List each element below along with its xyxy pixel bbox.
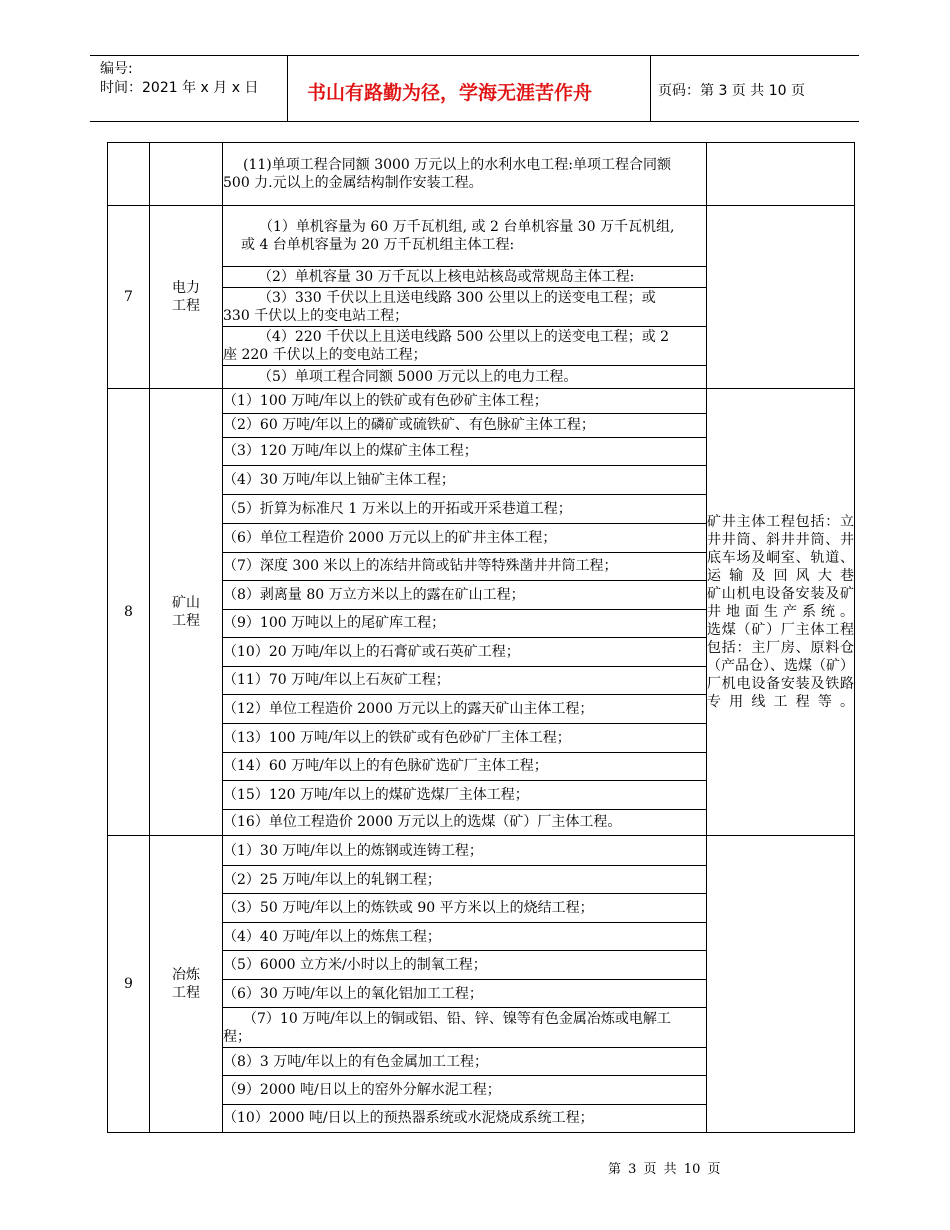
list-item: （5）6000 立方米/小时以上的制氧工程；: [223, 951, 706, 980]
list-item: （1）100 万吨/年以上的铁矿或有色砂矿主体工程；: [223, 389, 706, 413]
header-divider-left: [287, 56, 288, 121]
header-top-rule: [90, 55, 859, 56]
list-item: （7）深度 300 米以上的冻结井筒或钻井等特殊凿井井筒工程；: [223, 552, 706, 580]
row-category: [150, 206, 223, 389]
list-item: （9）2000 吨/日以上的窑外分解水泥工程；: [223, 1076, 706, 1105]
row-number: 7: [108, 206, 150, 389]
page-label: 页码：第 3 页 共 10 页: [658, 83, 805, 99]
mining-note: [707, 513, 854, 711]
list-item: （16）单位工程造价 2000 万元以上的选煤（矿）厂主体工程。: [223, 814, 622, 831]
list-item: （5）折算为标准尺 1 万米以上的开拓或开采巷道工程；: [223, 494, 706, 523]
table-row: [108, 143, 855, 206]
row-number: [108, 143, 150, 206]
list-item: （15）120 万吨/年以上的煤矿选煤厂主体工程；: [223, 780, 706, 809]
list-item: （2）单机容量 30 万千瓦以上核电站核岛或常规岛主体工程:: [223, 267, 706, 288]
row-note: [707, 389, 855, 836]
page-footer: 第 3 页 共 10 页: [608, 1162, 721, 1177]
table-row: [108, 206, 855, 389]
row-note: [707, 143, 855, 206]
list-item: （4）40 万吨/年以上的炼焦工程；: [223, 923, 706, 951]
note-paragraph: 矿山机电设备安装及矿井地面生产系统。: [707, 586, 854, 620]
category-label: 电力工程: [172, 280, 200, 314]
row-items: [223, 143, 707, 206]
row-items: [223, 389, 707, 836]
row-category: [150, 143, 223, 206]
category-label: 冶炼工程: [172, 967, 200, 1001]
row-items: [223, 836, 707, 1133]
list-item: （14）60 万吨/年以上的有色脉矿选矿厂主体工程；: [223, 752, 706, 780]
list-item: （8）3 万吨/年以上的有色金属加工工程；: [223, 1048, 706, 1076]
serial-label: 编号:: [100, 61, 133, 77]
note-paragraph: 矿井主体工程包括：立井井筒、斜井井筒、井底车场及峒室、轨道、运输及回风大巷: [707, 514, 854, 584]
table-row: [108, 836, 855, 1133]
motto: 书山有路勤为径，学海无涯苦作舟: [307, 82, 593, 104]
list-item: （3）50 万吨/年以上的炼铁或 90 平方米以上的烧结工程；: [223, 894, 706, 923]
row-category: [150, 836, 223, 1133]
list-item: （12）单位工程造价 2000 万元以上的露天矿山主体工程；: [223, 694, 706, 723]
row-note: [707, 836, 855, 1133]
list-item: （2）25 万吨/年以上的轧钢工程；: [223, 866, 706, 894]
table-row: [108, 389, 855, 836]
list-item: （2）60 万吨/年以上的磷矿或硫铁矿、有色脉矿主体工程；: [223, 413, 706, 437]
list-item: (11)单项工程合同额 3000 万元以上的水利水电工程:单项工程合同额 500 力.元以上的金属结构制作安装工程。: [223, 157, 671, 191]
list-item: （7）10 万吨/年以上的铜或铝、铅、锌、镍等有色金属冶炼或电解工程；: [223, 1008, 706, 1048]
list-item: （3）120 万吨/年以上的煤矿主体工程；: [223, 437, 706, 465]
row-note: [707, 206, 855, 389]
list-item: （1）单机容量为 60 万千瓦机组, 或 2 台单机容量 30 万千瓦机组, 或 4 台单机容量为 20 万千瓦机组主体工程:: [223, 207, 706, 267]
category-label: 矿山工程: [172, 595, 200, 629]
row-number: 9: [108, 836, 150, 1133]
row-items: [223, 206, 707, 389]
list-item: （13）100 万吨/年以上的铁矿或有色砂矿厂主体工程；: [223, 723, 706, 752]
list-item: （1）30 万吨/年以上的炼钢或连铸工程；: [223, 837, 706, 866]
list-item: （4）30 万吨/年以上铀矿主体工程；: [223, 465, 706, 494]
date-label: 时间：2021 年 x 月 x 日: [100, 80, 259, 96]
list-item: （10）20 万吨/年以上的石膏矿或石英矿工程；: [223, 637, 706, 666]
list-item: （8）剥离量 80 万立方米以上的露在矿山工程；: [223, 580, 706, 609]
list-item: （4）220 千伏以上且送电线路 500 公里以上的送变电工程；或 2 座 220 千伏以上的变电站工程；: [223, 327, 706, 366]
list-item: （9）100 万吨以上的尾矿库工程；: [223, 609, 706, 637]
list-item: （11）70 万吨/年以上石灰矿工程；: [223, 666, 706, 694]
list-item: （5）单项工程合同额 5000 万元以上的电力工程。: [258, 368, 578, 385]
engineering-scope-table: [107, 142, 855, 1133]
list-item: （6）单位工程造价 2000 万元以上的矿井主体工程；: [223, 523, 706, 552]
header-divider-right: [650, 56, 651, 121]
list-item: （10）2000 吨/日以上的预热器系统或水泥烧成系统工程；: [223, 1110, 594, 1127]
row-category: [150, 389, 223, 836]
note-paragraph: 选煤（矿）厂主体工程包括：主厂房、原料仓（产品仓）、选煤（矿）厂机电设备安装及铁路专用线工程等。: [707, 622, 854, 710]
list-item: （3）330 千伏以上且送电线路 300 公里以上的送变电工程；或 330 千伏以上的变电站工程；: [223, 288, 706, 327]
row-number: 8: [108, 389, 150, 836]
list-item: （6）30 万吨/年以上的氧化铝加工工程；: [223, 980, 706, 1008]
header-bottom-rule: [90, 121, 859, 122]
